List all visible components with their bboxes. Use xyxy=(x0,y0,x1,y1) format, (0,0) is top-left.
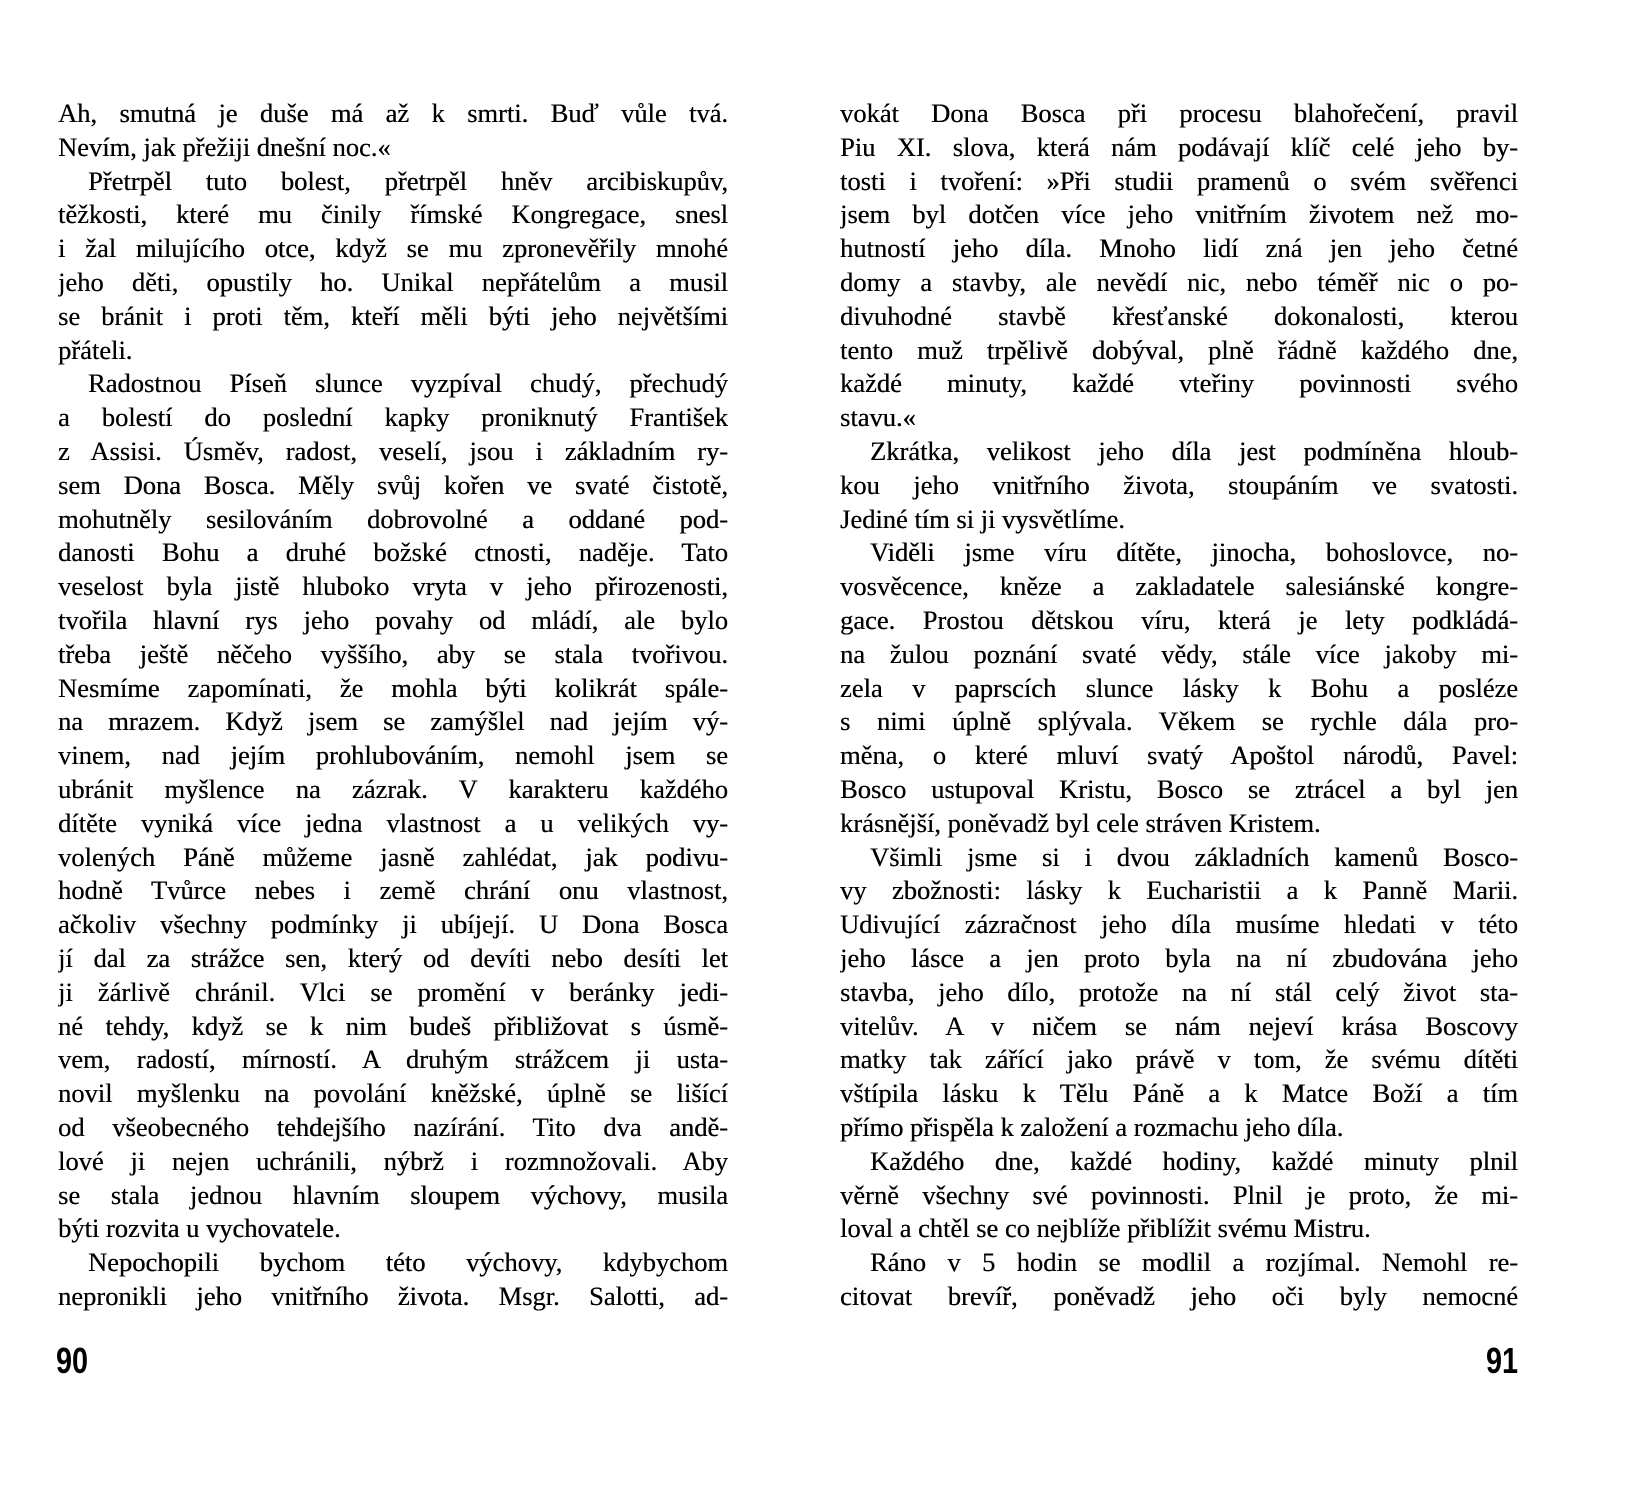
text-line: hodně Tvůrce nebes i země chrání onu vlastnost, xyxy=(58,875,728,906)
paragraph xyxy=(58,1246,728,1314)
text-line: hutností jeho díla. Mnoho lidí zná jen jeho četné xyxy=(840,233,1518,264)
text-line: od všeobecného tehdejšího nazírání. Tito dva andě- xyxy=(58,1111,728,1142)
text-line: jí dal za strážce sen, který od devíti nebo desíti let xyxy=(58,942,728,973)
left-page-text xyxy=(58,97,728,1314)
text-line: krásnější, poněvadž byl cele stráven Kristem. xyxy=(840,807,1321,838)
text-line: vokát Dona Bosca při procesu blahořečení, pravil xyxy=(840,98,1518,128)
paragraph xyxy=(840,1246,1518,1314)
paragraph xyxy=(840,536,1518,840)
text-line: stavu.« xyxy=(840,402,916,433)
text-line: tento muž trpělivě dobýval, plně řádně každého dne, xyxy=(840,334,1518,365)
text-line: Udivující zázračnost jeho díla musíme hledati v této xyxy=(840,909,1518,940)
text-line: věrně všechny své povinnosti. Plnil je proto, že mi- xyxy=(840,1179,1518,1210)
text-line: Ráno v 5 hodin se modlil a rozjímal. Nemohl re- xyxy=(870,1247,1518,1278)
text-line: býti rozvita u vychovatele. xyxy=(58,1213,341,1244)
paragraph xyxy=(58,367,728,1246)
paragraph xyxy=(58,165,728,368)
paragraph xyxy=(58,97,728,165)
text-line: na žulou poznání svaté vědy, stále více jakoby mi- xyxy=(840,638,1518,669)
text-line: přáteli. xyxy=(58,334,133,365)
text-line: Ah, smutná je duše má až k smrti. Buď vůle tvá. xyxy=(58,98,728,128)
text-line: Nevím, jak přežiji dnešní noc.« xyxy=(58,131,391,162)
text-line: gace. Prostou dětskou víru, která je lety podkládá- xyxy=(840,604,1518,635)
text-line: ji žárlivě chránil. Vlci se promění v beránky jedi- xyxy=(58,976,728,1007)
text-line: volených Páně můžeme jasně zahlédat, jak podivu- xyxy=(58,841,728,872)
text-line: vy zbožnosti: lásky k Eucharistii a k Panně Marii. xyxy=(840,875,1518,906)
text-line: Přetrpěl tuto bolest, přetrpěl hněv arcibiskupův, xyxy=(88,165,728,196)
text-line: jsem byl dotčen více jeho vnitřním životem než mo- xyxy=(840,199,1518,230)
text-line: divuhodné stavbě křesťanské dokonalosti, kterou xyxy=(840,300,1518,331)
text-line: třeba ještě něčeho vyššího, aby se stala tvořivou. xyxy=(58,638,728,669)
text-line: ubránit myšlence na zázrak. V karakteru každého xyxy=(58,773,728,804)
text-line: Každého dne, každé hodiny, každé minuty plnil xyxy=(870,1145,1518,1176)
text-line: stavba, jeho dílo, protože na ní stál celý život sta- xyxy=(840,976,1518,1007)
text-line: se bránit i proti těm, kteří měli býti jeho největšími xyxy=(58,300,728,331)
text-line: vem, radostí, mírností. A druhým strážcem ji usta- xyxy=(58,1044,728,1075)
page-number-right: 91 xyxy=(1485,1340,1518,1381)
text-line: Jediné tím si ji vysvětlíme. xyxy=(840,503,1125,534)
text-line: vinem, nad jejím prohlubováním, nemohl jsem se xyxy=(58,740,728,771)
text-line: novil myšlenku na povolání kněžské, úplně se lišící xyxy=(58,1078,728,1109)
text-line: Zkrátka, velikost jeho díla jest podmíněna hloub- xyxy=(870,435,1518,466)
text-line: sem Dona Bosca. Měly svůj kořen ve svaté čistotě, xyxy=(58,469,728,500)
text-line: né tehdy, když se k nim budeš přibližovat s úsmě- xyxy=(58,1010,728,1041)
text-line: Všimli jsme si i dvou základních kamenů Bosco- xyxy=(870,841,1518,872)
text-line: a bolestí do poslední kapky proniknutý František xyxy=(58,402,728,433)
paragraph xyxy=(840,1145,1518,1246)
text-line: jeho děti, opustily ho. Unikal nepřátelům a musil xyxy=(58,266,728,297)
text-line: matky tak zářící jako právě v tom, že svému dítěti xyxy=(840,1044,1518,1075)
text-line: jeho lásce a jen proto byla na ní zbudována jeho xyxy=(840,942,1518,973)
text-line: loval a chtěl se co nejblíže přiblížit svému Mistru. xyxy=(840,1213,1371,1244)
text-line: Bosco ustupoval Kristu, Bosco se ztrácel a byl jen xyxy=(840,773,1518,804)
text-line: Radostnou Píseň slunce vyzpíval chudý, přechudý xyxy=(88,368,728,399)
text-line: s nimi úplně splývala. Věkem se rychle dála pro- xyxy=(840,706,1518,737)
text-line: tosti i tvoření: »Při studii pramenů o svém svěřenci xyxy=(840,165,1518,196)
text-line: nepronikli jeho vnitřního života. Msgr. Salotti, ad- xyxy=(58,1280,728,1311)
text-line: i žal milujícího otce, když se mu zpronevěřily mnohé xyxy=(58,233,728,264)
paragraph xyxy=(840,435,1518,536)
text-line: Viděli jsme víru dítěte, jinocha, bohoslovce, no- xyxy=(870,537,1518,568)
text-line: lové ji nejen uchránili, nýbrž i rozmnožovali. Aby xyxy=(58,1145,728,1176)
text-line: Nepochopili bychom této výchovy, kdybychom xyxy=(88,1247,728,1278)
paragraph xyxy=(840,97,1518,435)
text-line: danosti Bohu a druhé božské ctnosti, naděje. Tato xyxy=(58,537,728,568)
text-line: dítěte vyniká více jedna vlastnost a u velikých vy- xyxy=(58,807,728,838)
page-number-left: 90 xyxy=(56,1340,89,1381)
paragraph xyxy=(840,841,1518,1145)
text-line: na mrazem. Když jsem se zamýšlel nad jejím vý- xyxy=(58,706,728,737)
text-line: veselost byla jistě hluboko vryta v jeho přirozenosti, xyxy=(58,571,728,602)
right-page-text xyxy=(840,97,1518,1314)
text-line: tvořila hlavní rys jeho povahy od mládí, ale bylo xyxy=(58,604,728,635)
text-line: zela v paprscích slunce lásky k Bohu a posléze xyxy=(840,672,1518,703)
text-line: domy a stavby, ale nevědí nic, nebo téměř nic o po- xyxy=(840,266,1518,297)
text-line: Piu XI. slova, která nám podávají klíč celé jeho by- xyxy=(840,131,1518,162)
text-line: vosvěcence, kněze a zakladatele salesiánské kongre- xyxy=(840,571,1518,602)
text-line: ačkoliv všechny podmínky ji ubíjejí. U Dona Bosca xyxy=(58,909,728,940)
text-line: vštípila lásku k Tělu Páně a k Matce Boží a tím xyxy=(840,1078,1518,1109)
text-line: Nesmíme zapomínati, že mohla býti kolikrát spále- xyxy=(58,672,728,703)
text-line: měna, o které mluví svatý Apoštol národů, Pavel: xyxy=(840,740,1518,771)
text-line: kou jeho vnitřního života, stoupáním ve svatosti. xyxy=(840,469,1518,500)
text-line: citovat brevíř, poněvadž jeho oči byly nemocné xyxy=(840,1280,1518,1311)
text-line: z Assisi. Úsměv, radost, veselí, jsou i základním ry- xyxy=(58,435,728,466)
text-line: mohutněly sesilováním dobrovolné a oddané pod- xyxy=(58,503,728,534)
text-line: se stala jednou hlavním sloupem výchovy, musila xyxy=(58,1179,728,1210)
text-line: těžkosti, které mu činily římské Kongregace, snesl xyxy=(58,199,728,230)
text-line: vitelův. A v ničem se nám nejeví krása Boscovy xyxy=(840,1010,1518,1041)
text-line: každé minuty, každé vteřiny povinnosti svého xyxy=(840,368,1518,399)
text-line: přímo přispěla k založení a rozmachu jeho díla. xyxy=(840,1111,1344,1142)
